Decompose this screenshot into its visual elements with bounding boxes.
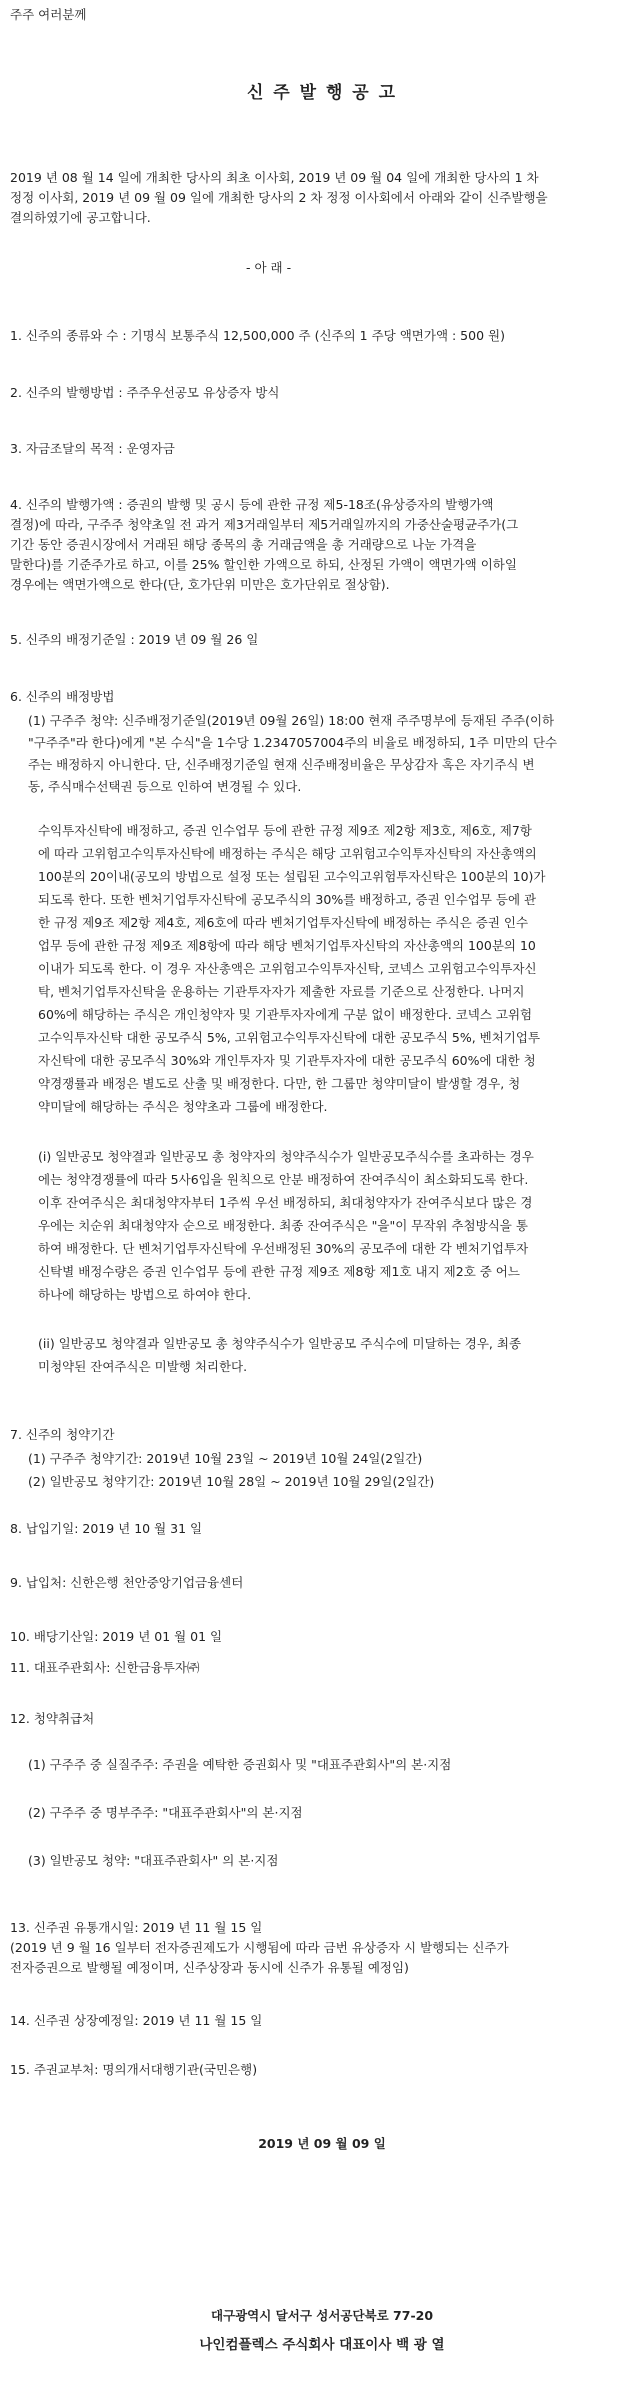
- item-6-line: 이내가 되도록 한다. 이 경우 자산총액은 고위험고수익투자신탁, 코넥스 고위험고수익투자신: [38, 961, 537, 976]
- item-6-line: 업무 등에 관한 규정 제9조 제8항에 따라 해당 벤처기업투자신탁의 자산총액의 100분의 10: [38, 938, 536, 953]
- item-1: 1. 신주의 종류와 수 : 기명식 보통주식 12,500,000 주 (신주의 1 주당 액면가액 : 500 원): [10, 328, 505, 343]
- item-6-line: 100분의 20이내(공모의 방법으로 설정 또는 설립된 고수익고위험투자신탁은 100분의 10)가: [38, 869, 546, 884]
- item-6-line: 고수익투자신탁 대한 공모주식 5%, 고위험고수익투자신탁에 대한 공모주식 5%, 벤처기업투: [38, 1030, 541, 1045]
- item-6-line: 수익투자신탁에 배정하고, 증권 인수업무 등에 관한 규정 제9조 제2항 제3호, 제6호, 제7항: [38, 823, 532, 838]
- item-14: 14. 신주권 상장예정일: 2019 년 11 월 15 일: [10, 2013, 263, 2028]
- item-6-line: 에 따라 고위험고수익투자신탁에 배정하는 주식은 해당 고위험고수익투자신탁의 자산총액의: [38, 846, 537, 861]
- item-2: 2. 신주의 발행방법 : 주주우선공모 유상증자 방식: [10, 385, 280, 400]
- item-4-line: 결정)에 따라, 구주주 청약초일 전 과거 제3거래일부터 제5거래일까지의 가중산술평균주가(그: [10, 517, 519, 532]
- item-7-title: 7. 신주의 청약기간: [10, 1427, 115, 1442]
- item-6-line: 이후 잔여주식은 최대청약자부터 1주씩 우선 배정하되, 최대청약자가 잔여주식보다 많은 경: [38, 1195, 533, 1210]
- item-6-line: 우에는 치순위 최대청약자 순으로 배정한다. 최종 잔여주식은 "을"이 무작위 추첨방식을 통: [38, 1218, 528, 1233]
- item-6-line: 약미달에 해당하는 주식은 청약초과 그룹에 배정한다.: [38, 1099, 328, 1114]
- item-12-line: (3) 일반공모 청약: "대표주관회사" 의 본·지점: [28, 1853, 279, 1868]
- item-13-line: 13. 신주권 유통개시일: 2019 년 11 월 15 일: [10, 1920, 263, 1935]
- item-15: 15. 주권교부처: 명의개서대행기관(국민은행): [10, 2062, 258, 2077]
- item-6-line: 하여 배정한다. 단 벤처기업투자신탁에 우선배정된 30%의 공모주에 대한 각 벤처기업투자: [38, 1241, 529, 1256]
- intro-line: 정정 이사회, 2019 년 09 월 09 일에 개최한 당사의 2 차 정정 이사회에서 아래와 같이 신주발행을: [10, 190, 548, 205]
- notice-date: 2019 년 09 월 09 일: [258, 2136, 386, 2151]
- item-6-line: 미청약된 잔여주식은 미발행 처리한다.: [38, 1359, 248, 1374]
- item-4-line: 4. 신주의 발행가액 : 증권의 발행 및 공시 등에 관한 규정 제5-18조(유상증자의 발행가액: [10, 497, 494, 512]
- item-6-line: 주는 배정하지 아니한다. 단, 신주배정기준일 현재 신주배정비율은 무상감자 혹은 자기주식 변: [28, 757, 535, 772]
- item-4-line: 기간 동안 증권시장에서 거래된 해당 종목의 총 거래금액을 총 거래량으로 나눈 가격을: [10, 537, 477, 552]
- intro-line: 2019 년 08 월 14 일에 개최한 당사의 최초 이사회, 2019 년 09 월 04 일에 개최한 당사의 1 차: [10, 170, 539, 185]
- item-6-line: 약경쟁률과 배정은 별도로 산출 및 배정한다. 다만, 한 그룹만 청약미달이 발생할 경우, 청: [38, 1076, 521, 1091]
- item-7-line: (2) 일반공모 청약기간: 2019년 10월 28일 ~ 2019년 10월 29일(2일간): [28, 1474, 435, 1489]
- company-address: 대구광역시 달서구 성서공단북로 77-20: [210, 2308, 434, 2323]
- item-6-line: (ii) 일반공모 청약결과 일반공모 총 청약주식수가 일반공모 주식수에 미달하는 경우, 최종: [38, 1336, 522, 1351]
- intro-line: 결의하였기에 공고합니다.: [10, 210, 151, 225]
- item-10: 10. 배당기산일: 2019 년 01 월 01 일: [10, 1629, 223, 1644]
- below-heading: - 아 래 -: [246, 260, 292, 275]
- item-12-title: 12. 청약취급처: [10, 1711, 95, 1726]
- company-signature: 나인컴플렉스 주식회사 대표이사 백 광 열: [199, 2337, 445, 2353]
- item-6-line: 동, 주식매수선택권 등으로 인하여 변경될 수 있다.: [28, 779, 302, 794]
- item-6-line: 하나에 해당하는 방법으로 하여야 한다.: [38, 1287, 252, 1302]
- item-6-line: 자신탁에 대한 공모주식 30%와 개인투자자 및 기관투자자에 대한 공모주식 60%에 대한 청: [38, 1053, 536, 1068]
- item-6-line: 에는 청약경쟁률에 따라 5사6입을 원칙으로 안분 배정하여 잔여주식이 최소화되도록 한다.: [38, 1172, 529, 1187]
- item-4-line: 경우에는 액면가액으로 한다(단, 호가단위 미만은 호가단위로 절상함).: [10, 577, 390, 592]
- greeting: 주주 여러분께: [10, 7, 87, 22]
- page-title: 신 주 발 행 공 고: [246, 83, 398, 103]
- item-6-line: 신탁별 배정수량은 증권 인수업무 등에 관한 규정 제9조 제8항 제1호 내지 제2호 중 어느: [38, 1264, 520, 1279]
- item-5: 5. 신주의 배정기준일 : 2019 년 09 월 26 일: [10, 632, 259, 647]
- item-6-line: 되도록 한다. 또한 벤처기업투자신탁에 공모주식의 30%를 배정하고, 증권 인수업무 등에 관: [38, 892, 537, 907]
- item-6-line: (i) 일반공모 청약결과 일반공모 총 청약자의 청약주식수가 일반공모주식수를 초과하는 경우: [38, 1149, 534, 1164]
- item-12-line: (2) 구주주 중 명부주주: "대표주관회사"의 본·지점: [28, 1805, 303, 1820]
- item-11: 11. 대표주관회사: 신한금융투자㈜: [10, 1660, 200, 1675]
- item-6-line: (1) 구주주 청약: 신주배정기준일(2019년 09월 26일) 18:00 현재 주주명부에 등재된 주주(이하: [28, 713, 555, 728]
- item-6-line: 한 규정 제9조 제2항 제4호, 제6호에 따라 벤처기업투자신탁에 배정하는 주식은 증권 인수: [38, 915, 529, 930]
- item-12-line: (1) 구주주 중 실질주주: 주권을 예탁한 증권회사 및 "대표주관회사"의 본·지점: [28, 1757, 452, 1772]
- item-3: 3. 자금조달의 목적 : 운영자금: [10, 441, 175, 456]
- item-6-line: 탁, 벤처기업투자신탁을 운용하는 기관투자자가 제출한 자료를 기준으로 산정한다. 나머지: [38, 984, 525, 999]
- item-6-line: 60%에 해당하는 주식은 개인청약자 및 기관투자자에게 구분 없이 배정한다. 코넥스 고위험: [38, 1007, 533, 1022]
- item-8: 8. 납입기일: 2019 년 10 월 31 일: [10, 1521, 203, 1536]
- item-7-line: (1) 구주주 청약기간: 2019년 10월 23일 ~ 2019년 10월 24일(2일간): [28, 1451, 423, 1466]
- item-13-line: (2019 년 9 월 16 일부터 전자증권제도가 시행됨에 따라 금번 유상증자 시 발행되는 신주가: [10, 1940, 509, 1955]
- item-9: 9. 납입처: 신한은행 천안중앙기업금융센터: [10, 1575, 244, 1590]
- item-6-title: 6. 신주의 배정방법: [10, 689, 115, 704]
- item-13-line: 전자증권으로 발행될 예정이며, 신주상장과 동시에 신주가 유통될 예정임): [10, 1960, 409, 1975]
- item-4-line: 말한다)를 기준주가로 하고, 이를 25% 할인한 가액으로 하되, 산정된 가액이 액면가액 이하일: [10, 557, 517, 572]
- item-6-line: "구주주"라 한다)에게 "본 수식"을 1수당 1.2347057004주의 비율로 배정하되, 1주 미만의 단수: [28, 735, 558, 750]
